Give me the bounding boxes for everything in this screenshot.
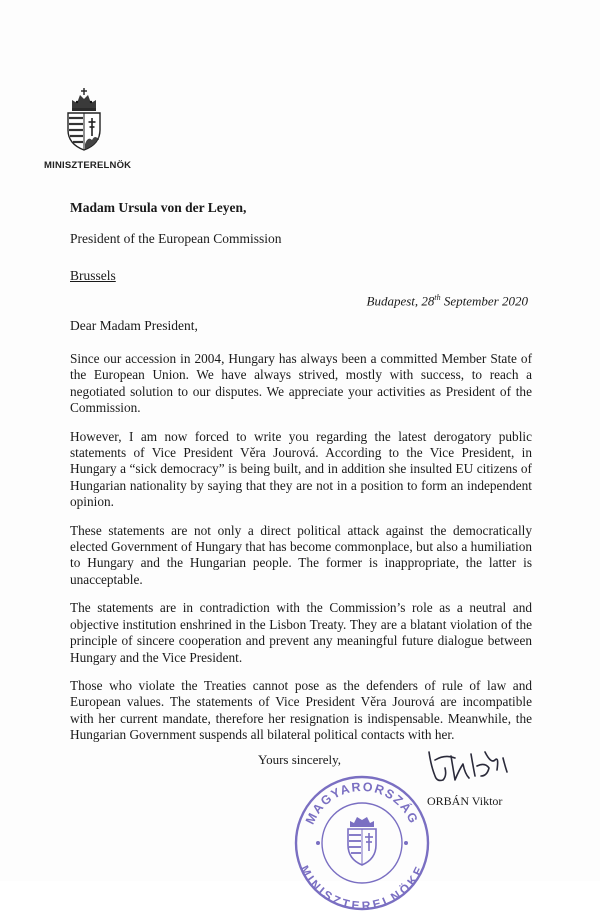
body-paragraph: Since our accession in 2004, Hungary has always been a committed Member State of the European Union. We have always strived, mostly with success, to reach a negotiated solution to our disputes. We appreciate your activities as President of the Commission. — [70, 351, 532, 416]
addressee-name: Madam Ursula von der Leyen, — [70, 200, 247, 215]
body-paragraph: However, I am now forced to write you regarding the latest derogatory public statements of Vice President Věra Jourová. According to the Vice President, in Hungary a “sick democracy” is being built, and in addition she insulted EU citizens of Hungarian nationality by saying that they are not in a position to form an independent opinion. — [70, 428, 532, 510]
official-seal-stamp — [288, 765, 436, 913]
dateline-month-year: September 2020 — [440, 293, 528, 309]
signer-name: ORBÁN Viktor — [427, 794, 503, 808]
hungarian-coat-of-arms-icon — [64, 86, 104, 152]
dateline-city-day: Budapest, 28 — [366, 293, 435, 309]
body-paragraph: The statements are in contradiction with the Commission’s role as a neutral and objective institution enshrined in the Lisbon Treaty. They are a blatant violation of the principle of sincere cooperation and prevent any meaningful future dialogue between Hungary and the Vice President. — [70, 600, 532, 665]
office-letterhead: MINISZTERELNÖK — [44, 160, 132, 171]
closing-line: Yours sincerely, — [258, 752, 342, 767]
handwritten-signature — [425, 746, 517, 790]
dateline — [367, 293, 529, 309]
addressee-title: President of the European Commission — [70, 231, 282, 246]
addressee-city: Brussels — [70, 268, 116, 283]
letter-body — [70, 351, 532, 756]
svg-text:MAGYARORSZÁG: MAGYARORSZÁG — [302, 779, 422, 827]
svg-text:MINISZTERELNÖKE: MINISZTERELNÖKE — [297, 863, 427, 913]
body-paragraph: These statements are not only a direct political attack against the democratically elected Government of Hungary that has become commonplace, but also a humiliation to Hungary and the Hungarian people. The former is inappropriate, the latter is unacceptable. — [70, 522, 532, 587]
salutation: Dear Madam President, — [70, 318, 198, 333]
dateline-ordinal: th — [434, 293, 441, 302]
body-paragraph: Those who violate the Treaties cannot pose as the defenders of rule of law and European values. The statements of Vice President Věra Jourová are incompatible with her current mandate, therefore her resignation is indispensable. Meanwhile, the Hungarian Government suspends all bilateral political contacts with her. — [70, 677, 532, 743]
